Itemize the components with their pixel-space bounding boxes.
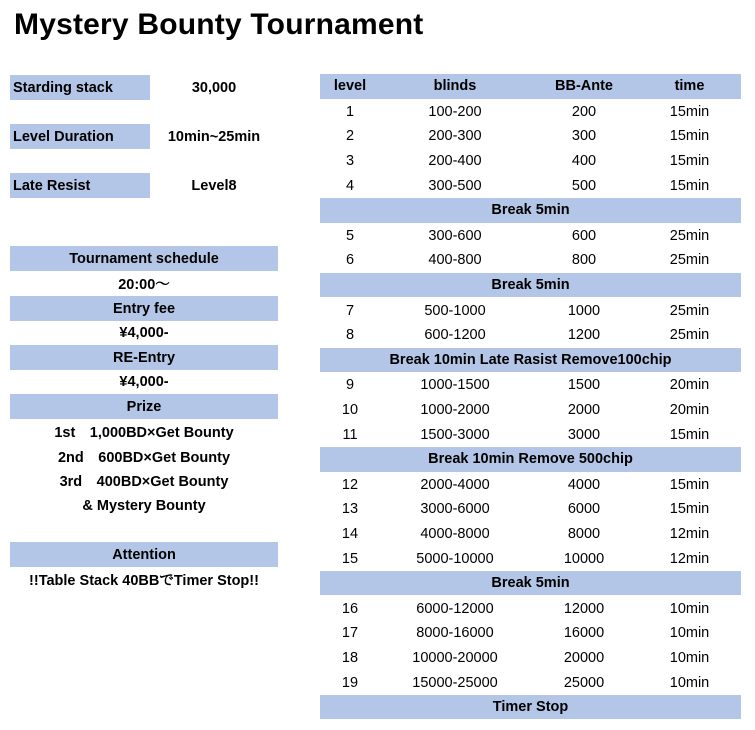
entry-fee-label: Entry fee (10, 296, 278, 321)
time-cell: 15min (669, 103, 710, 120)
header-blinds: blinds (433, 78, 477, 95)
blinds-cell: 200-400 (428, 153, 482, 170)
header-bb-ante: BB-Ante (555, 78, 613, 95)
level-cell: 9 (345, 377, 355, 394)
level-cell: 8 (345, 327, 355, 344)
time-cell: 25min (669, 327, 710, 344)
bb-ante-cell: 1500 (567, 377, 601, 394)
level-cell: 2 (345, 128, 355, 145)
break-label: Break 10min Remove 500chip (428, 451, 633, 468)
time-cell: 20min (669, 402, 710, 419)
bb-ante-cell: 1000 (567, 302, 601, 319)
time-cell: 15min (669, 128, 710, 145)
bb-ante-cell: 16000 (563, 625, 605, 642)
level-cell: 11 (342, 426, 358, 443)
table-row (320, 298, 741, 323)
bb-ante-cell: 4000 (567, 476, 601, 493)
level-cell: 19 (341, 674, 359, 691)
blinds-cell: 10000-20000 (412, 649, 498, 666)
table-row (320, 522, 741, 547)
break-label: Timer Stop (492, 699, 569, 716)
time-cell: 15min (669, 426, 710, 443)
time-cell: 25min (669, 252, 710, 269)
blinds-cell: 600-1200 (424, 327, 486, 344)
bb-ante-cell: 300 (571, 128, 597, 145)
blinds-cell: 3000-6000 (420, 501, 490, 518)
table-row (320, 670, 741, 695)
table-row (320, 497, 741, 522)
bb-ante-cell: 8000 (567, 525, 601, 542)
bb-ante-cell: 3000 (567, 426, 601, 443)
break-label: Break 5min (491, 575, 570, 592)
level-duration-value: 10min~25min (167, 128, 261, 145)
level-cell: 3 (345, 153, 355, 170)
break-row (320, 695, 741, 721)
level-cell: 15 (341, 550, 359, 567)
blinds-cell: 2000-4000 (420, 476, 490, 493)
entry-fee-value: ¥4,000- (119, 325, 169, 341)
late-resist-label: Late Resist (10, 173, 150, 198)
break-row (320, 348, 741, 374)
level-cell: 4 (345, 177, 355, 194)
bb-ante-cell: 500 (571, 177, 597, 194)
bb-ante-cell: 10000 (563, 550, 605, 567)
table-row (320, 596, 741, 621)
blinds-cell: 4000-8000 (420, 525, 490, 542)
table-header-row (320, 74, 741, 100)
level-cell: 12 (341, 476, 359, 493)
break-label: Break 5min (491, 277, 570, 294)
level-cell: 10 (341, 402, 359, 419)
break-row (320, 571, 741, 597)
blinds-cell: 300-600 (428, 227, 482, 244)
bb-ante-cell: 12000 (563, 600, 605, 617)
blinds-cell: 1000-2000 (420, 402, 490, 419)
level-cell: 1 (345, 103, 355, 120)
time-cell: 10min (669, 674, 710, 691)
blinds-cell: 400-800 (428, 252, 482, 269)
blinds-cell: 500-1000 (424, 302, 486, 319)
table-row (320, 646, 741, 671)
blinds-cell: 1000-1500 (420, 377, 490, 394)
level-cell: 14 (341, 525, 359, 542)
schedule-label: Tournament schedule (10, 246, 278, 271)
bb-ante-cell: 400 (571, 153, 597, 170)
time-cell: 25min (669, 227, 710, 244)
blinds-cell: 1500-3000 (420, 426, 490, 443)
blind-structure-table (320, 74, 741, 720)
bb-ante-cell: 1200 (567, 327, 601, 344)
blinds-cell: 200-300 (428, 128, 482, 145)
level-cell: 16 (341, 600, 359, 617)
table-row (320, 473, 741, 498)
header-time: time (674, 78, 705, 95)
prize-line-mystery: & Mystery Bounty (82, 497, 206, 514)
attention-label: Attention (10, 542, 278, 567)
table-row (320, 323, 741, 348)
reentry-label: RE-Entry (10, 345, 278, 370)
table-row (320, 373, 741, 398)
header-level: level (333, 78, 367, 95)
table-row (320, 173, 741, 198)
table-row (320, 398, 741, 423)
late-resist-value: Level8 (191, 177, 237, 194)
time-cell: 12min (669, 550, 710, 567)
schedule-value: 20:00～ (118, 277, 170, 293)
break-row (320, 198, 741, 224)
table-row (320, 149, 741, 174)
time-cell: 12min (669, 525, 710, 542)
blinds-cell: 8000-16000 (416, 625, 494, 642)
break-row (320, 273, 741, 299)
bb-ante-cell: 6000 (567, 501, 601, 518)
level-cell: 17 (341, 625, 359, 642)
table-row (320, 546, 741, 571)
table-row (320, 422, 741, 447)
break-label: Break 10min Late Rasist Remove100chip (389, 351, 672, 368)
break-row (320, 447, 741, 473)
level-cell: 18 (341, 649, 359, 666)
time-cell: 20min (669, 377, 710, 394)
blinds-cell: 100-200 (428, 103, 482, 120)
bb-ante-cell: 25000 (563, 674, 605, 691)
level-cell: 13 (341, 501, 359, 518)
level-cell: 6 (345, 252, 355, 269)
bb-ante-cell: 20000 (563, 649, 605, 666)
prize-line-2nd: 2nd 600BD×Get Bounty (57, 449, 231, 466)
time-cell: 15min (669, 501, 710, 518)
level-duration-label: Level Duration (10, 124, 150, 149)
table-row (320, 224, 741, 249)
break-label: Break 5min (491, 202, 570, 219)
time-cell: 15min (669, 153, 710, 170)
reentry-value: ¥4,000- (119, 374, 169, 390)
time-cell: 15min (669, 476, 710, 493)
bb-ante-cell: 200 (571, 103, 597, 120)
table-row (320, 100, 741, 125)
prize-line-1st: 1st 1,000BD×Get Bounty (54, 425, 234, 441)
level-cell: 5 (345, 227, 355, 244)
time-cell: 10min (669, 625, 710, 642)
prize-line-3rd: 3rd 400BD×Get Bounty (59, 474, 229, 490)
blinds-cell: 15000-25000 (412, 674, 498, 691)
bb-ante-cell: 2000 (567, 402, 601, 419)
blinds-cell: 300-500 (428, 177, 482, 194)
prize-label: Prize (10, 394, 278, 419)
time-cell: 25min (669, 302, 710, 319)
page-title: Mystery Bounty Tournament (14, 8, 424, 41)
table-row (320, 248, 741, 273)
time-cell: 15min (669, 177, 710, 194)
attention-text: !!Table Stack 40BBでTimer Stop!! (29, 573, 259, 589)
bb-ante-cell: 600 (571, 227, 597, 244)
time-cell: 10min (669, 600, 710, 617)
starting-stack-value: 30,000 (191, 79, 237, 96)
blinds-cell: 6000-12000 (416, 600, 494, 617)
bb-ante-cell: 800 (571, 252, 597, 269)
table-row (320, 124, 741, 149)
level-cell: 7 (345, 302, 355, 319)
table-row (320, 621, 741, 646)
starting-stack-label: Starding stack (10, 75, 150, 100)
blinds-cell: 5000-10000 (416, 550, 494, 567)
time-cell: 10min (669, 649, 710, 666)
